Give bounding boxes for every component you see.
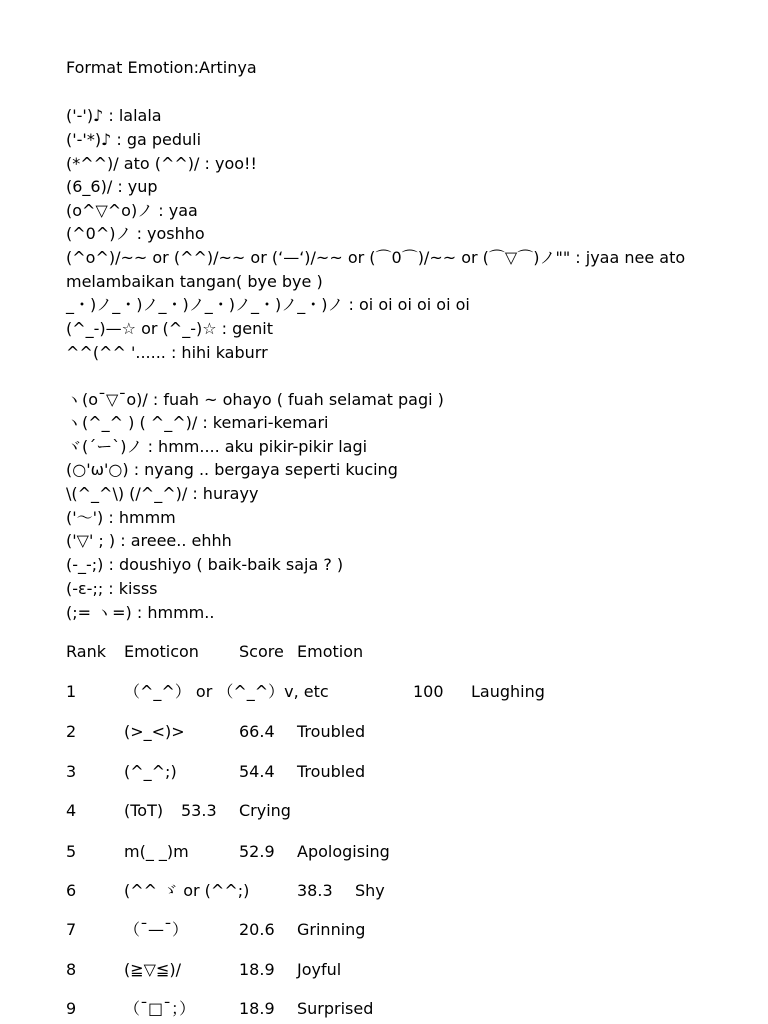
score-cell: 38.3 bbox=[297, 881, 333, 900]
table-row bbox=[66, 881, 766, 901]
rank-cell: 8 bbox=[66, 960, 77, 979]
emoticon-cell: (≧▽≦)/ bbox=[124, 960, 181, 979]
emotion-cell: Apologising bbox=[297, 842, 390, 861]
rank-cell: 9 bbox=[66, 999, 77, 1018]
emoticon-line: (○'ω'○) : nyang .. bergaya seperti kucing bbox=[66, 460, 398, 479]
score-cell: 66.4 bbox=[239, 722, 275, 741]
header-score: Score bbox=[239, 642, 284, 661]
emotion-cell: Troubled bbox=[297, 722, 366, 741]
rank-cell: 4 bbox=[66, 801, 77, 820]
emoticon-line: ('-'*)♪ : ga peduli bbox=[66, 130, 202, 149]
emotion-cell: Grinning bbox=[297, 920, 366, 939]
emotion-cell: Joyful bbox=[297, 960, 342, 979]
emoticon-line: ^^(^^ '...... : hihi kaburr bbox=[66, 343, 268, 362]
rank-cell: 7 bbox=[66, 920, 77, 939]
rank-cell: 2 bbox=[66, 722, 77, 741]
emotion-cell: Surprised bbox=[297, 999, 374, 1018]
emoticon-cell: (^^ ゞ or (^^;) bbox=[124, 881, 250, 900]
emoticon-line: (o^▽^o)ノ : yaa bbox=[66, 201, 198, 220]
score-cell: 54.4 bbox=[239, 762, 275, 781]
emoticon-line: ヽ(^_^ ) ( ^_^)/ : kemari-kemari bbox=[66, 413, 329, 432]
emoticon-line: \(^_^\) (/^_^)/ : hurayy bbox=[66, 484, 259, 503]
emoticon-cell: (ToT) bbox=[124, 801, 164, 820]
emoticon-cell: (>_<)> bbox=[124, 722, 185, 741]
emotion-cell: Shy bbox=[355, 881, 385, 900]
emoticon-cell: （^_^） or （^_^）v, etc bbox=[124, 682, 329, 701]
table-row bbox=[66, 801, 766, 821]
table-row bbox=[66, 999, 766, 1019]
score-cell: 18.9 bbox=[239, 960, 275, 979]
table-header-row bbox=[66, 642, 766, 662]
score-cell: 20.6 bbox=[239, 920, 275, 939]
emoticon-line: (^_-)—☆ or (^_-)☆ : genit bbox=[66, 319, 273, 338]
score-cell: 53.3 bbox=[181, 801, 217, 820]
header-emotion: Emotion bbox=[297, 642, 364, 661]
emotion-cell: Laughing bbox=[471, 682, 545, 701]
emoticon-cell: （¯□¯；） bbox=[124, 999, 196, 1018]
emoticon-cell: （¯—¯） bbox=[124, 920, 189, 939]
emotion-cell: Troubled bbox=[297, 762, 366, 781]
emoticon-line: (-_-;) : doushiyo ( baik-baik saja ? ) bbox=[66, 555, 344, 574]
emoticon-line: (-ε-;; : kisss bbox=[66, 579, 158, 598]
rank-cell: 1 bbox=[66, 682, 77, 701]
emoticon-line: ('▽' ; ) : areee.. ehhh bbox=[66, 531, 232, 550]
table-row bbox=[66, 682, 766, 702]
emoticon-line: ('-')♪ : lalala bbox=[66, 106, 162, 125]
emoticon-line: _・)ノ_・)ノ_・)ノ_・)ノ_・)ノ_・)ノ : oi oi oi oi oi oi bbox=[66, 295, 470, 314]
table-row bbox=[66, 920, 766, 940]
header-rank: Rank bbox=[66, 642, 106, 661]
emoticon-line: (;= ヽ=) : hmmm.. bbox=[66, 603, 215, 622]
emoticon-line: (^o^)/~~ or (^^)/~~ or (‘—‘)/~~ or (⌒0⌒)/~~ or (⌒▽⌒)ノ"" : jyaa nee ato bbox=[66, 248, 686, 267]
emoticon-line: (^0^)ノ : yoshho bbox=[66, 224, 205, 243]
table-row bbox=[66, 842, 766, 862]
document-title: Format Emotion:Artinya bbox=[66, 58, 257, 77]
rank-cell: 3 bbox=[66, 762, 77, 781]
document-page bbox=[66, 0, 766, 1024]
emoticon-line: ヾ(´ー`)ノ : hmm.... aku pikir-pikir lagi bbox=[66, 437, 368, 456]
emoticon-line: (6_6)/ : yup bbox=[66, 177, 158, 196]
emotion-cell: Crying bbox=[239, 801, 291, 820]
score-cell: 18.9 bbox=[239, 999, 275, 1018]
emoticon-line: (*^^)/ ato (^^)/ : yoo!! bbox=[66, 154, 257, 173]
emoticon-line: ヽ(o¯▽¯o)/ : fuah ~ ohayo ( fuah selamat pagi ) bbox=[66, 390, 444, 409]
emoticon-line: melambaikan tangan( bye bye ) bbox=[66, 272, 323, 291]
emoticon-cell: m(_ _)m bbox=[124, 842, 189, 861]
table-row bbox=[66, 722, 766, 742]
header-emoticon: Emoticon bbox=[124, 642, 199, 661]
rank-cell: 5 bbox=[66, 842, 77, 861]
rank-cell: 6 bbox=[66, 881, 77, 900]
score-cell: 100 bbox=[413, 682, 444, 701]
emoticon-line: ('〜') : hmmm bbox=[66, 508, 176, 527]
score-cell: 52.9 bbox=[239, 842, 275, 861]
table-row bbox=[66, 960, 766, 980]
emoticon-cell: (^_^;) bbox=[124, 762, 177, 781]
table-row bbox=[66, 762, 766, 782]
